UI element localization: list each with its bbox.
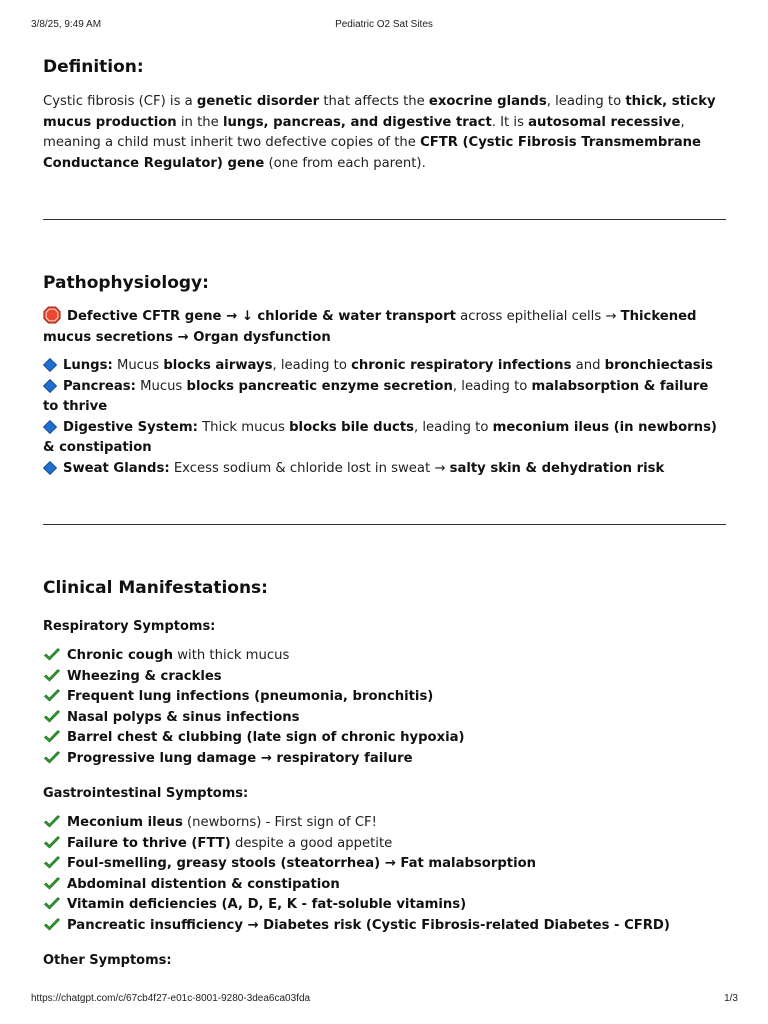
bold-text: Thickened mucus secretions → Organ dysfunction — [43, 309, 697, 345]
pathophysiology-intro — [43, 306, 728, 348]
check-mark-icon — [43, 877, 61, 891]
clinical-heading: Clinical Manifestations: — [43, 578, 268, 598]
check-mark-icon — [43, 648, 61, 662]
text: , leading to — [546, 94, 626, 109]
check-mark-icon — [43, 730, 61, 744]
list-item — [43, 895, 728, 916]
bold-text: blocks bile ducts — [289, 419, 414, 435]
bold-text: Vitamin deficiencies (A, D, E, K - fat-soluble vitamins) — [67, 897, 467, 912]
print-footer — [0, 993, 768, 1007]
bold-text: Pancreatic insufficiency → Diabetes risk (Cystic Fibrosis-related Diabetes - CFRD) — [67, 917, 670, 933]
bold-text: autosomal recessive — [528, 114, 681, 130]
list-item — [43, 728, 728, 749]
bold-text: Progressive lung damage → respiratory failure — [67, 750, 413, 766]
bold-text: Sweat Glands: — [63, 460, 170, 476]
bold-text: Pancreas: — [63, 378, 136, 394]
organ-list — [43, 356, 728, 479]
list-item — [43, 667, 728, 688]
bold-text: Foul-smelling, greasy stools (steatorrhea) → Fat malabsorption — [67, 856, 537, 871]
list-item — [43, 854, 728, 875]
pathophysiology-intro-text — [43, 309, 697, 345]
text: , leading to — [452, 378, 532, 394]
list-item — [43, 356, 728, 377]
gi-list — [43, 813, 728, 936]
respiratory-heading: Respiratory Symptoms: — [43, 619, 216, 634]
text: Mucus — [112, 358, 164, 373]
respiratory-list — [43, 646, 728, 769]
bold-text: Lungs: — [63, 358, 113, 373]
bold-text: blocks pancreatic enzyme secretion — [186, 378, 453, 394]
text: despite a good appetite — [230, 835, 393, 851]
text: Excess sodium & chloride lost in sweat → — [169, 460, 450, 476]
blue-diamond-icon — [43, 379, 57, 393]
list-item — [43, 418, 728, 459]
bold-text: meconium ileus (in newborns) & constipation — [43, 419, 717, 455]
bold-text: Defective CFTR gene → ↓ chloride & water transport — [67, 309, 456, 324]
bold-text: genetic disorder — [196, 94, 320, 109]
bold-text: Failure to thrive (FTT) — [67, 835, 231, 851]
text: Mucus — [135, 378, 187, 394]
text: , leading to — [413, 419, 493, 435]
print-datetime: 3/8/25, 9:49 AM — [31, 19, 102, 30]
print-url: https://chatgpt.com/c/67cb4f27-e01c-8001-9280-3dea6ca03fda — [31, 993, 311, 1004]
definition-heading: Definition: — [43, 57, 144, 77]
document-content — [43, 55, 728, 971]
bold-text: Digestive System: — [63, 419, 198, 435]
bold-text: blocks airways — [163, 358, 273, 373]
page-number: 1/3 — [724, 993, 738, 1004]
pathophysiology-heading: Pathophysiology: — [43, 273, 209, 293]
list-item — [43, 749, 728, 770]
list-item — [43, 708, 728, 729]
text: Cystic fibrosis (CF) is a — [43, 94, 197, 109]
text: . It is — [491, 114, 529, 130]
list-item — [43, 875, 728, 896]
bold-text: Chronic cough — [67, 648, 174, 663]
text: across epithelial cells → — [455, 309, 621, 324]
text: that affects the — [319, 94, 429, 109]
check-mark-icon — [43, 897, 61, 911]
blue-diamond-icon — [43, 461, 57, 475]
check-mark-icon — [43, 710, 61, 724]
bold-text: Wheezing & crackles — [67, 668, 222, 684]
bold-text: lungs, pancreas, and digestive tract — [222, 114, 492, 130]
check-mark-icon — [43, 856, 61, 870]
check-mark-icon — [43, 918, 61, 932]
blue-diamond-icon — [43, 358, 57, 372]
bold-text: Barrel chest & clubbing (late sign of chronic hypoxia) — [67, 730, 465, 745]
bold-text: Frequent lung infections (pneumonia, bronchitis) — [67, 689, 434, 704]
text: (one from each parent). — [264, 155, 426, 171]
list-item — [43, 687, 728, 708]
bold-text: Meconium ileus — [67, 815, 183, 830]
text: , leading to — [272, 358, 352, 373]
bold-text: chronic respiratory infections — [351, 358, 572, 373]
check-mark-icon — [43, 815, 61, 829]
bold-text: salty skin & dehydration risk — [449, 460, 665, 476]
list-item — [43, 377, 728, 418]
bold-text: Nasal polyps & sinus infections — [67, 709, 300, 725]
print-header — [0, 19, 768, 33]
bold-text: malabsorption & failure to thrive — [43, 378, 709, 414]
list-item — [43, 834, 728, 855]
stop-sign-icon — [43, 306, 61, 324]
text: in the — [176, 114, 223, 130]
text: , meaning a child must inherit two defective copies of the — [43, 114, 685, 150]
check-mark-icon — [43, 689, 61, 703]
text: and — [571, 358, 605, 373]
print-title: Pediatric O2 Sat Sites — [335, 19, 433, 30]
bold-text: thick, sticky mucus production — [43, 94, 716, 130]
list-item — [43, 813, 728, 834]
bold-text: bronchiectasis — [604, 358, 713, 373]
divider — [43, 524, 726, 525]
text: (newborns) - First sign of CF! — [182, 815, 377, 830]
check-mark-icon — [43, 669, 61, 683]
bold-text: exocrine glands — [428, 94, 547, 109]
check-mark-icon — [43, 836, 61, 850]
other-heading: Other Symptoms: — [43, 953, 172, 968]
list-item — [43, 646, 728, 667]
definition-paragraph — [43, 92, 728, 174]
divider — [43, 219, 726, 220]
text: with thick mucus — [173, 648, 290, 663]
list-item — [43, 459, 728, 480]
list-item — [43, 916, 728, 937]
bold-text: CFTR (Cystic Fibrosis Transmembrane Conductance Regulator) gene — [43, 135, 702, 171]
blue-diamond-icon — [43, 420, 57, 434]
check-mark-icon — [43, 751, 61, 765]
text: Thick mucus — [197, 419, 290, 435]
gi-heading: Gastrointestinal Symptoms: — [43, 786, 249, 801]
bold-text: Abdominal distention & constipation — [67, 876, 340, 892]
